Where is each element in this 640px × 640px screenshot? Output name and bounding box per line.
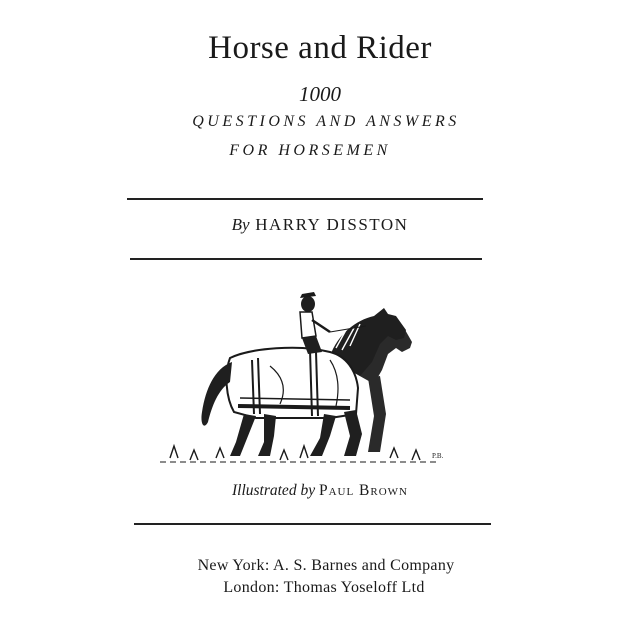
- author-name: HARRY DISSTON: [255, 215, 409, 234]
- fore-leg-2: [344, 410, 362, 456]
- lead-horse-leg: [368, 376, 386, 452]
- horse-and-rider-illustration: [160, 286, 460, 466]
- blanket-stripe-bottom: [238, 406, 350, 408]
- book-title: Horse and Rider: [208, 30, 432, 66]
- divider-top: [127, 198, 483, 200]
- author-byline: [0, 215, 640, 235]
- fore-leg-1: [310, 414, 336, 456]
- book-subtitle-number: 1000: [299, 82, 341, 106]
- publisher-london: London: Thomas Yoseloff Ltd: [223, 579, 425, 596]
- publisher-new-york: New York: A. S. Barnes and Company: [197, 557, 455, 574]
- book-subtitle-line-2: FOR HORSEMEN: [229, 142, 391, 159]
- credit-prefix: Illustrated by: [231, 482, 316, 499]
- divider-middle: [130, 258, 482, 260]
- illustrator-credit: [0, 482, 640, 500]
- rider-torso: [300, 312, 316, 338]
- hind-leg-1: [230, 414, 256, 456]
- illustrator-name: Paul Brown: [318, 482, 409, 499]
- book-subtitle-line-1: QUESTIONS AND ANSWERS: [192, 113, 460, 130]
- byline-by: By: [231, 215, 250, 234]
- divider-bottom: [134, 523, 491, 525]
- illustrator-signature: P.B.: [432, 452, 444, 460]
- grass-strokes: [170, 446, 420, 460]
- hind-leg-2: [258, 414, 276, 456]
- rider-head: [301, 296, 315, 312]
